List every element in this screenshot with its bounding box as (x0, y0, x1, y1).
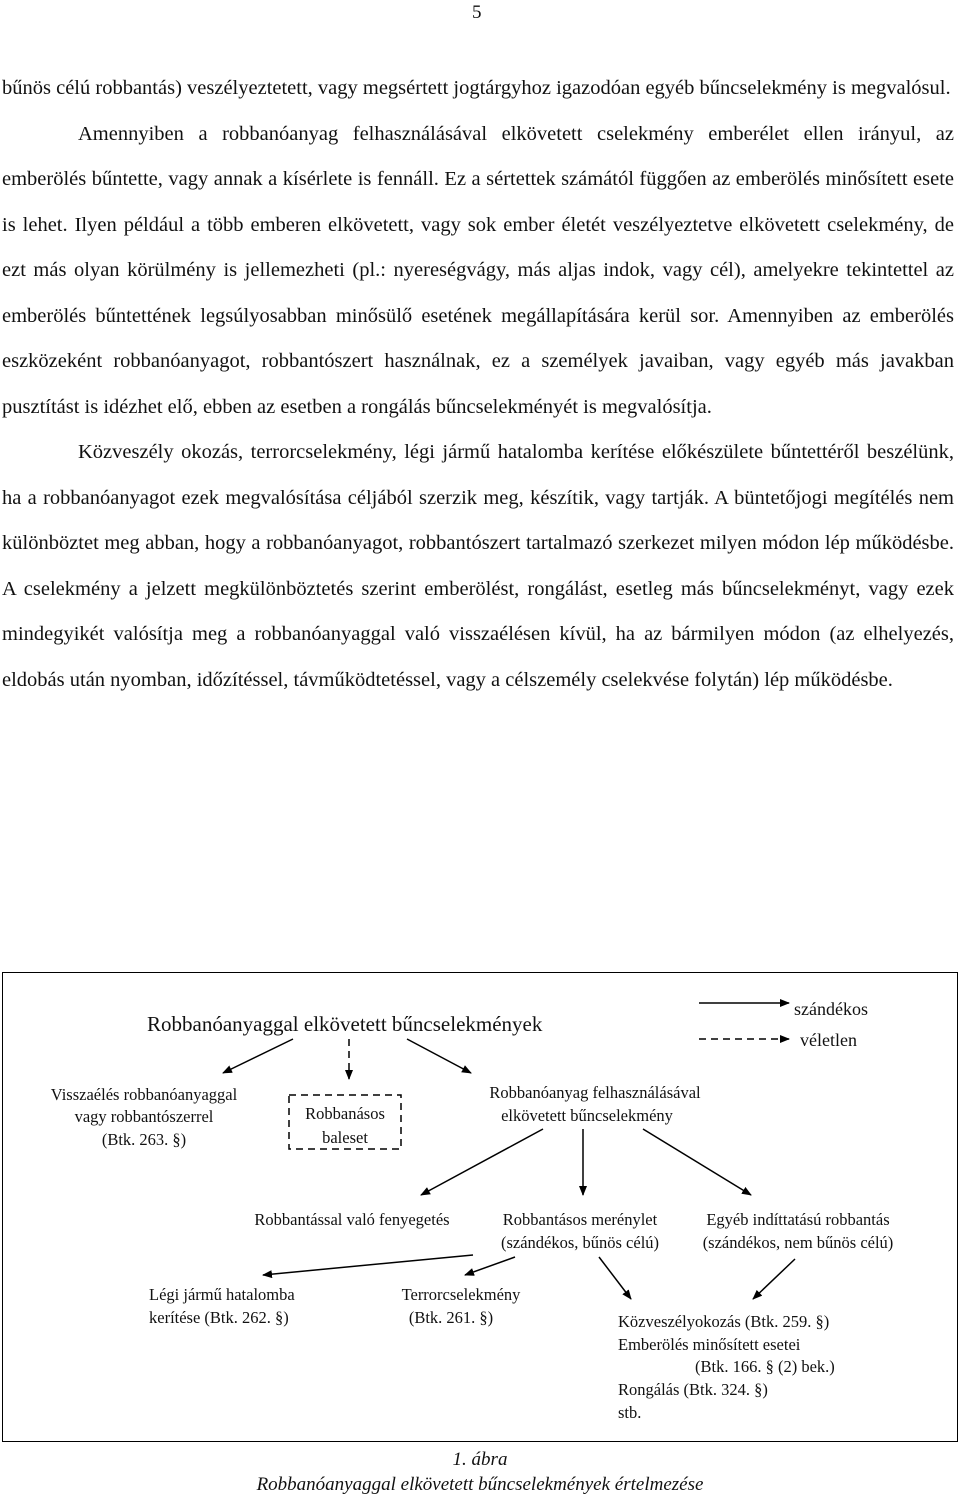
arrow-to-threat (421, 1129, 543, 1195)
body-text (2, 66, 954, 703)
terror-line-2: (Btk. 261. §) (408, 1308, 494, 1327)
consequence-item: (Btk. 166. § (2) bek.) (695, 1357, 835, 1376)
crime-diagram (3, 973, 956, 1440)
other-line-2: (szándékos, nem bűnös célú) (702, 1233, 894, 1252)
paragraph: bűnös célú robbantás) veszélyeztetett, vagy megsértett jogtárgyhoz igazodóan egyéb bűncselekmény is megvalósul. (2, 77, 951, 99)
consequence-item: Közveszélyokozás (Btk. 259. §) (618, 1312, 830, 1331)
aircraft-line-2: kerítése (Btk. 262. §) (149, 1308, 289, 1327)
paragraph: Közveszély okozás, terrorcselekmény, légi jármű hatalomba kerítése előkészülete bűntettéről beszélünk, ha a robbanóanyagot ezek megvalósítása céljából szerzik meg, készítik, vagy tartják. A büntetőjogi megítélés nem különböztet meg abban, hogy a robbanóanyagot, robbantószert tartalmazó szerkezet milyen módon lép működésbe. A cselekmény a jelzett megkülönböztetés szerint emberölést, rongálást, esetleg más bűncselekményt, vagy ezek mindegyikét valósítja meg a robbanóanyaggal való visszaélésen kívül, ha az bármilyen módon (az elhelyezés, eldobás után nyomban, időzítéssel, távműködtetéssel, vagy a célszemély cselekvése folytán) lép működésbe. (2, 441, 954, 691)
consequence-item: stb. (618, 1403, 642, 1422)
figure-box (2, 972, 958, 1442)
arrow-to-committed (407, 1039, 471, 1073)
legend-intentional: szándékos (794, 999, 868, 1019)
arrow-to-other (643, 1129, 751, 1195)
accident-line-1: Robbanásos (305, 1104, 385, 1123)
threat-node: Robbantással való fenyegetés (254, 1210, 450, 1229)
other-line-1: Egyéb indíttatású robbantás (706, 1210, 890, 1229)
attack-line-2: (szándékos, bűnös célú) (500, 1233, 660, 1252)
figure-caption: Robbanóanyaggal elkövetett bűncselekmények értelmezése (256, 1474, 704, 1495)
paragraph: Amennyiben a robbanóanyag felhasználásával elkövetett cselekmény emberélet ellen irányul, az emberölés bűntette, vagy annak a kísérlete is fennáll. Ez a sértettek számától függően az emberölés minősített esete is lehet. Ilyen például a több emberen elkövetett, vagy sok ember életét veszélyeztetve elkövetett cselekmény, de ezt más olyan körülmény is jellemezheti (pl.: nyereségvágy, más aljas indok, vagy cél), amelyekre tekintettel az emberölés bűntettének legsúlyosabban minősülő esetének megállapítására kerül sor. Amennyiben az emberölés eszközeként robbanóanyagot, robbantószert használnak, ez a személyek javaiban, vagy egyéb más javakban pusztítást is idézhet elő, ebben az esetben a rongálás bűncselekményét is megvalósítja. (2, 122, 954, 418)
figure-number: 1. ábra (452, 1449, 508, 1470)
committed-line-1: Robbanóanyag felhasználásával (489, 1083, 701, 1102)
arrow-to-terror (465, 1257, 515, 1275)
arrow-to-aircraft (263, 1255, 473, 1275)
accident-line-2: baleset (322, 1128, 368, 1147)
consequence-item: Emberölés minősített esetei (618, 1335, 801, 1354)
misuse-line-3: (Btk. 263. §) (101, 1130, 187, 1149)
misuse-line-1: Visszaélés robbanóanyaggal (50, 1085, 238, 1104)
terror-line-1: Terrorcselekmény (401, 1285, 521, 1304)
arrow-other-consequences (753, 1259, 795, 1299)
legend-accidental: véletlen (800, 1030, 857, 1050)
aircraft-line-1: Légi jármű hatalomba (149, 1285, 295, 1304)
misuse-line-2: vagy robbantószerrel (74, 1107, 214, 1126)
page-number: 5 (472, 2, 482, 23)
consequence-item: Rongálás (Btk. 324. §) (618, 1380, 768, 1399)
committed-line-2: elkövetett bűncselekmény (501, 1106, 673, 1125)
attack-line-1: Robbantásos merénylet (502, 1210, 658, 1229)
diagram-title: Robbanóanyaggal elkövetett bűncselekmények (147, 1012, 543, 1036)
arrow-to-misuse (223, 1039, 293, 1073)
arrow-attack-consequences (599, 1257, 631, 1299)
